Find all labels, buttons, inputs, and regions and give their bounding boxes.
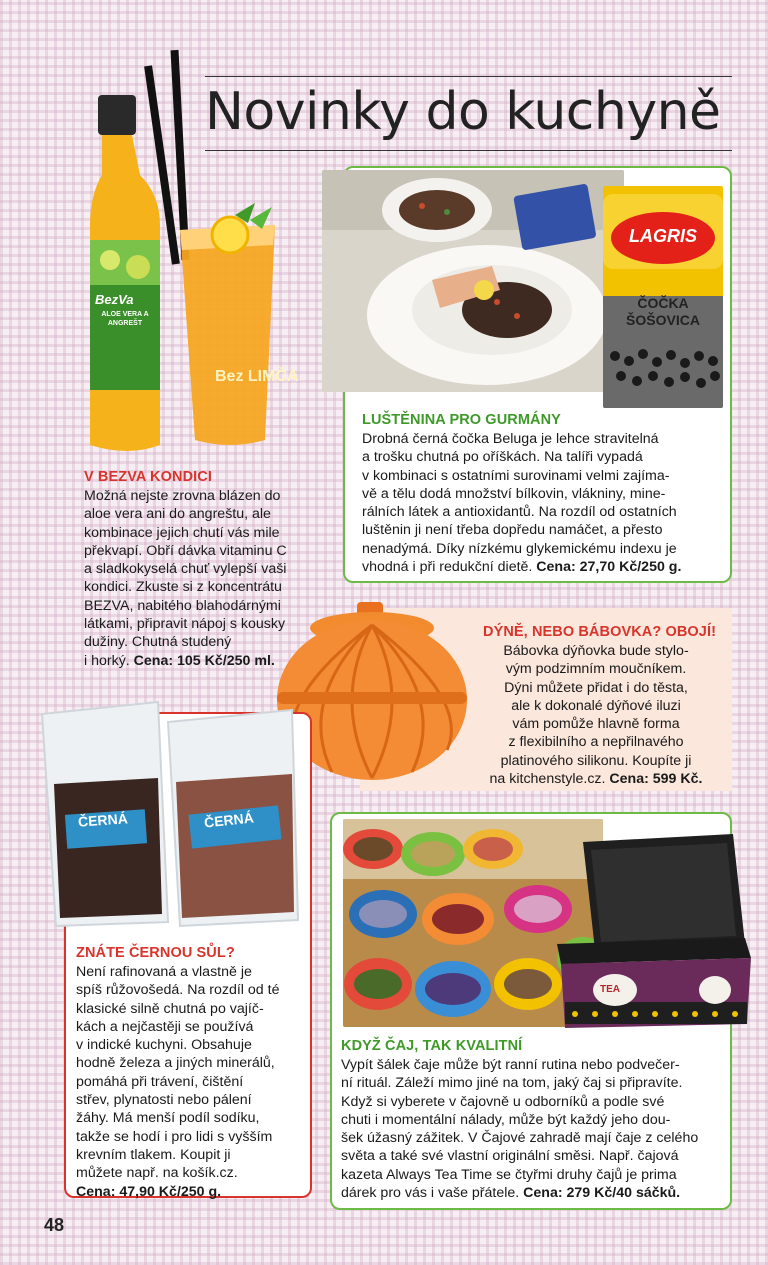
caj-line: ní rituál. Záleží mimo jiné na tom, jaký čaj si připravíte. bbox=[341, 1075, 683, 1092]
lusteniny-body bbox=[362, 430, 724, 576]
bezva-line: aloe vera ani do angreštu, ale bbox=[84, 506, 271, 523]
dyne-line: ale k dokonalé dýňové iluzi bbox=[511, 697, 681, 714]
bottle-flavor-label: ALOE VERA A ANGREŠT bbox=[101, 311, 149, 327]
dyne-line: na kitchenstyle.cz. bbox=[489, 771, 610, 788]
sul-line: krevním tlakem. Koupit ji bbox=[76, 1146, 231, 1163]
dyne-line: z flexibilního a nepřilnavého bbox=[508, 734, 684, 751]
dyne-line: vým podzimním moučníkem. bbox=[505, 661, 687, 678]
caj-line: kazeta Always Tea Time se čtyřmi druhy čajů je prima bbox=[341, 1166, 677, 1183]
caj-body bbox=[341, 1056, 729, 1202]
page-number: 48 bbox=[44, 1215, 65, 1235]
caj-line: Vypít šálek čaje může být ranní rutina nebo podvečer- bbox=[341, 1057, 680, 1073]
sul-line: takže se hodí i pro lidi s vyšším bbox=[76, 1128, 273, 1145]
sul-line: Není rafinovaná a vlastně je bbox=[76, 964, 252, 980]
dyne-body bbox=[470, 642, 722, 788]
sul-line: v indické kuchyni. Obsahuje bbox=[76, 1037, 252, 1054]
sul-heading: ZNÁTE ČERNOU SŮL? bbox=[76, 945, 235, 961]
caj-price: Cena: 279 Kč/40 sáčků. bbox=[523, 1185, 681, 1202]
sul-line: pomáhá při trávení, čištění bbox=[76, 1073, 244, 1090]
bezva-line: Možná nejste zrovna blázen do bbox=[84, 488, 281, 504]
bezva-price: Cena: 105 Kč/250 ml. bbox=[133, 652, 275, 669]
caj-line: dárek pro vás i vaše přátele. bbox=[341, 1185, 524, 1202]
sul-line: střev, plynatosti nebo pálení bbox=[76, 1092, 252, 1109]
sul-line: můžete např. na košík.cz. bbox=[76, 1165, 238, 1182]
bezva-line: kombinace jejich chutí vás mile bbox=[84, 524, 280, 541]
dyne-line: platinového silikonu. Koupíte ji bbox=[500, 752, 692, 769]
bag-label-left: ČERNÁ bbox=[77, 810, 129, 830]
dyne-line-last bbox=[470, 770, 722, 788]
tin-label: TEA bbox=[600, 984, 620, 995]
caj-heading: KDYŽ ČAJ, TAK KVALITNÍ bbox=[341, 1038, 523, 1054]
caj-line: šek úžasný zážitek. V Čajové zahradě mají čaje z celého bbox=[341, 1130, 699, 1147]
bezva-line: BEZVA, nabitého blahodárnými bbox=[84, 597, 281, 614]
dyne-line: Bábovka dýňovka bude stylo- bbox=[503, 643, 689, 659]
sul-line: hodně železa a jiných minerálů, bbox=[76, 1055, 275, 1072]
bezva-line: dužiny. Chutná studený bbox=[84, 634, 232, 651]
sul-price: Cena: 47,90 Kč/250 g. bbox=[76, 1183, 222, 1200]
lusteniny-heading: LUŠTĚNINA PRO GURMÁNY bbox=[362, 412, 561, 428]
bezva-line: a sladkokyselá chuť vylepší vaši bbox=[84, 561, 287, 578]
lusteniny-price: Cena: 27,70 Kč/250 g. bbox=[536, 559, 682, 576]
dyne-line: Dýni můžete přidat i do těsta, bbox=[504, 679, 688, 696]
bezva-line: překvapí. Obří dávka vitaminu C bbox=[84, 542, 287, 559]
bag-label-right: ČERNÁ bbox=[203, 809, 255, 831]
lusteniny-line: vě a tělu dodá množství bílkovin, vlákniny, mine- bbox=[362, 485, 666, 502]
caj-line: Když si vyberete v čajovně u odborníků a podle své bbox=[341, 1093, 665, 1110]
lusteniny-line: nenadýmá. Díky nízkému glykemickému indexu je bbox=[362, 540, 677, 557]
pack-name-2: ŠOŠOVICA bbox=[626, 312, 700, 328]
bezva-line: látkami, připravit nápoj s kousky bbox=[84, 616, 286, 633]
dyne-line: vám pomůže hlavně forma bbox=[512, 716, 680, 733]
lusteniny-line: v kombinaci s ostatními surovinami velmi zajíma- bbox=[362, 467, 670, 484]
sul-line: spíš růžovošedá. Na rozdíl od té bbox=[76, 982, 280, 999]
lusteniny-line: a trošku chutná po oříškách. Na talíři vypadá bbox=[362, 449, 643, 466]
bezva-line: i horký. bbox=[84, 652, 134, 669]
dyne-heading: DÝNĚ, NEBO BÁBOVKA? OBOJÍ! bbox=[483, 624, 717, 640]
bezva-line: kondici. Zkuste si z koncentrátu bbox=[84, 579, 282, 596]
bottle-brand-label: BezVa bbox=[95, 292, 134, 307]
caj-line: chuti i momentální nálady, může být každý jeho dou- bbox=[341, 1111, 671, 1128]
pack-name-1: ČOČKA bbox=[637, 295, 689, 311]
lusteniny-line-last bbox=[362, 558, 724, 576]
lusteniny-line: rálních látek a antioxidantů. Na rozdíl od ostatních bbox=[362, 504, 677, 521]
sul-line: žáhy. Má menší podíl sodíku, bbox=[76, 1110, 260, 1127]
lentil-dish-photo bbox=[322, 170, 624, 392]
glass-label: Bez LIMČA bbox=[215, 368, 299, 385]
pack-brand-label: LAGRIS bbox=[628, 226, 697, 246]
sul-line: kách a nejčastěji se používá bbox=[76, 1018, 254, 1035]
lusteniny-line: vhodná i při redukční dietě. bbox=[362, 559, 537, 576]
sul-body bbox=[76, 963, 308, 1201]
sul-line: klasické silně chutná po vajíč- bbox=[76, 1000, 264, 1017]
caj-line: světa a také své vlastní originální směsi. Např. čajová bbox=[341, 1148, 679, 1165]
dyne-price: Cena: 599 Kč. bbox=[609, 771, 703, 788]
lusteniny-line: luštěnin ji není třeba dopředu namáčet, a přesto bbox=[362, 522, 663, 539]
page-title: Novinky do kuchyně bbox=[205, 82, 721, 142]
lusteniny-line: Drobná černá čočka Beluga je lehce stravitelná bbox=[362, 431, 659, 447]
caj-line-last bbox=[341, 1184, 729, 1202]
bezva-heading: V BEZVA KONDICI bbox=[84, 469, 212, 485]
